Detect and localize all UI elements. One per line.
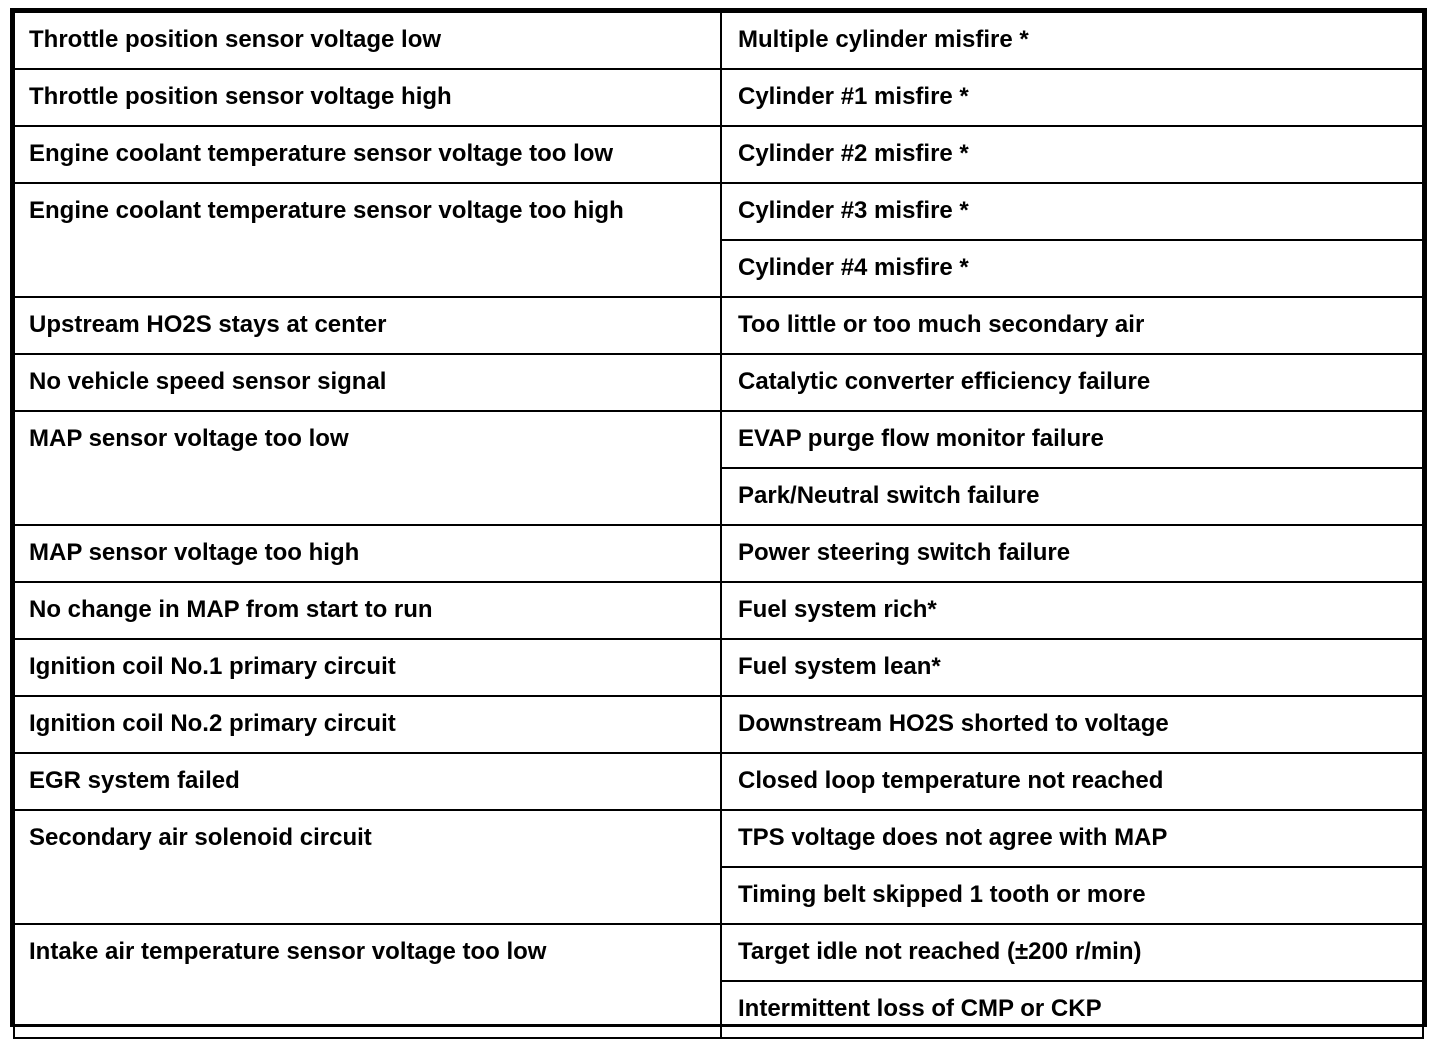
table-row: [14, 297, 1423, 354]
diagnostic-table: [13, 11, 1424, 1039]
left-cell: Throttle position sensor voltage high: [14, 69, 721, 126]
left-cell: No change in MAP from start to run: [14, 582, 721, 639]
left-cell: Ignition coil No.1 primary circuit: [14, 639, 721, 696]
table-row: [14, 354, 1423, 411]
right-cell: Target idle not reached (±200 r/min): [721, 924, 1423, 981]
table-row: [14, 411, 1423, 468]
left-cell: Intake air temperature sensor voltage too low: [14, 924, 721, 1038]
left-cell: No vehicle speed sensor signal: [14, 354, 721, 411]
left-cell: MAP sensor voltage too low: [14, 411, 721, 525]
left-cell: MAP sensor voltage too high: [14, 525, 721, 582]
table-row: [14, 69, 1423, 126]
right-cell: Park/Neutral switch failure: [721, 468, 1423, 525]
left-cell: Throttle position sensor voltage low: [14, 12, 721, 69]
right-cell: Fuel system lean*: [721, 639, 1423, 696]
table-row: [14, 696, 1423, 753]
left-cell: EGR system failed: [14, 753, 721, 810]
left-cell: Engine coolant temperature sensor voltage too low: [14, 126, 721, 183]
right-cell: Too little or too much secondary air: [721, 297, 1423, 354]
right-cell: Multiple cylinder misfire *: [721, 12, 1423, 69]
table-row: [14, 183, 1423, 240]
right-cell: Fuel system rich*: [721, 582, 1423, 639]
left-cell: Ignition coil No.2 primary circuit: [14, 696, 721, 753]
right-cell: Cylinder #4 misfire *: [721, 240, 1423, 297]
right-cell: EVAP purge flow monitor failure: [721, 411, 1423, 468]
right-cell: Catalytic converter efficiency failure: [721, 354, 1423, 411]
right-cell: Cylinder #1 misfire *: [721, 69, 1423, 126]
right-cell: Intermittent loss of CMP or CKP: [721, 981, 1423, 1038]
table-row: [14, 924, 1423, 981]
table-row: [14, 582, 1423, 639]
table-row: [14, 810, 1423, 867]
right-cell: Downstream HO2S shorted to voltage: [721, 696, 1423, 753]
right-cell: Cylinder #2 misfire *: [721, 126, 1423, 183]
table-row: [14, 639, 1423, 696]
left-cell: Engine coolant temperature sensor voltage too high: [14, 183, 721, 297]
right-cell: Cylinder #3 misfire *: [721, 183, 1423, 240]
table-row: [14, 126, 1423, 183]
table-row: [14, 753, 1423, 810]
right-cell: Power steering switch failure: [721, 525, 1423, 582]
table-row: [14, 12, 1423, 69]
left-cell: Secondary air solenoid circuit: [14, 810, 721, 924]
diagnostic-table-frame: [10, 8, 1427, 1027]
left-cell: Upstream HO2S stays at center: [14, 297, 721, 354]
right-cell: Timing belt skipped 1 tooth or more: [721, 867, 1423, 924]
right-cell: Closed loop temperature not reached: [721, 753, 1423, 810]
right-cell: TPS voltage does not agree with MAP: [721, 810, 1423, 867]
table-row: [14, 525, 1423, 582]
diagnostic-table-body: [14, 12, 1423, 1038]
